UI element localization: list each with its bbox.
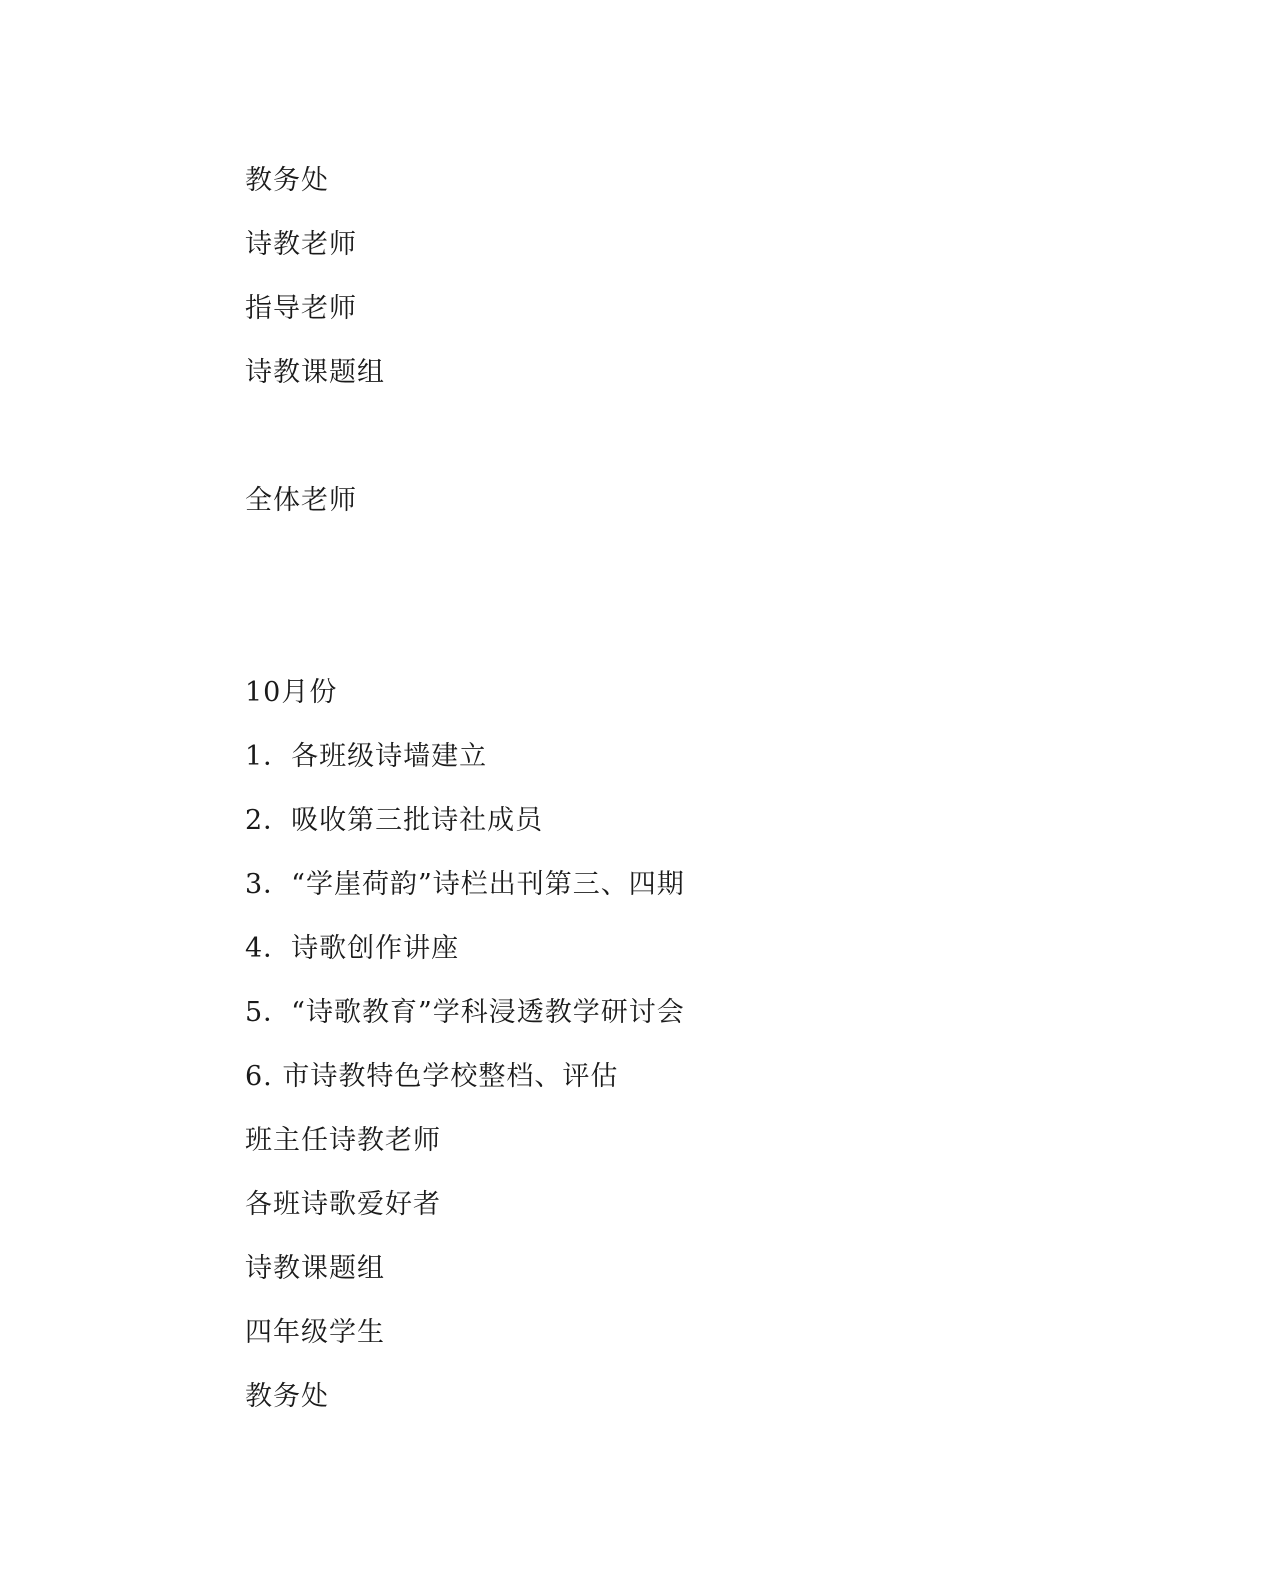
text-line: 诗教老师 [245,229,357,260]
list-item: 5．“诗歌教育”学科浸透教学研讨会 [245,997,685,1028]
list-item: 2．吸收第三批诗社成员 [245,805,544,836]
text-line: 10月份 [245,677,338,708]
text-line: 教务处 [245,165,329,196]
text-line: 诗教课题组 [245,1253,385,1284]
text-line: 诗教课题组 [245,357,385,388]
text-line: 教务处 [245,1381,329,1412]
text-line: 各班诗歌爱好者 [245,1189,441,1220]
text-line: 指导老师 [245,293,357,324]
text-line: 班主任诗教老师 [245,1125,441,1156]
list-item: 3．“学崖荷韵”诗栏出刊第三、四期 [245,869,685,900]
list-item: 6. 市诗教特色学校整档、评估 [245,1061,619,1092]
text-line: 四年级学生 [245,1317,385,1348]
list-item: 4．诗歌创作讲座 [245,933,460,964]
list-item: 1．各班级诗墙建立 [245,741,488,772]
text-line: 全体老师 [245,485,357,516]
